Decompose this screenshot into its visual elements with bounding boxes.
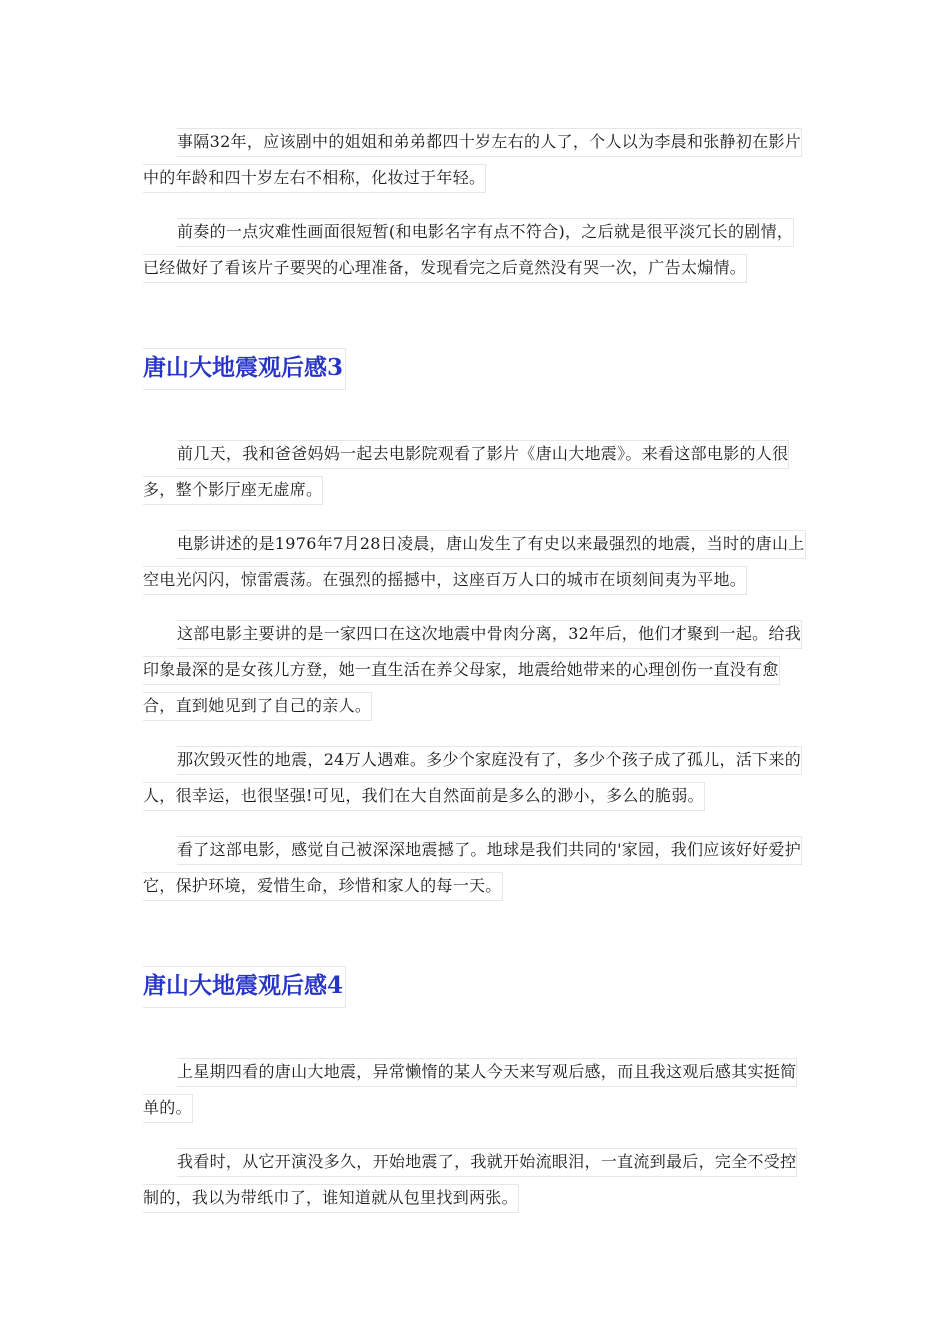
document-body — [143, 124, 807, 1234]
paragraph: 前奏的一点灾难性画面很短暂(和电影名字有点不符合)，之后就是很平淡冗长的剧情，已经做好了看该片子要哭的心理准备，发现看完之后竟然没有哭一次，广告太煽情。 — [143, 214, 807, 286]
paragraph: 这部电影主要讲的是一家四口在这次地震中骨肉分离，32年后，他们才聚到一起。给我印象最深的是女孩儿方登，她一直生活在养父母家，地震给她带来的心理创伤一直没有愈合，直到她见到了自己的亲人。 — [143, 616, 807, 724]
section-heading-4: 唐山大地震观后感4 — [143, 966, 346, 1008]
paragraph: 我看时，从它开演没多久，开始地震了，我就开始流眼泪，一直流到最后，完全不受控制的，我以为带纸巾了，谁知道就从包里找到两张。 — [143, 1144, 807, 1216]
paragraph: 那次毁灭性的地震，24万人遇难。多少个家庭没有了，多少个孩子成了孤儿，活下来的人，很幸运，也很坚强!可见，我们在大自然面前是多么的渺小，多么的脆弱。 — [143, 742, 807, 814]
paragraph: 看了这部电影，感觉自己被深深地震撼了。地球是我们共同的'家园，我们应该好好爱护它，保护环境，爱惜生命，珍惜和家人的每一天。 — [143, 832, 807, 904]
paragraph: 事隔32年，应该剧中的姐姐和弟弟都四十岁左右的人了，个人以为李晨和张静初在影片中的年龄和四十岁左右不相称，化妆过于年轻。 — [143, 124, 807, 196]
paragraph: 上星期四看的唐山大地震，异常懒惰的某人今天来写观后感，而且我这观后感其实挺简单的。 — [143, 1054, 807, 1126]
paragraph: 电影讲述的是1976年7月28日凌晨，唐山发生了有史以来最强烈的地震，当时的唐山上空电光闪闪，惊雷震荡。在强烈的摇撼中，这座百万人口的城市在顷刻间夷为平地。 — [143, 526, 807, 598]
section-heading-3: 唐山大地震观后感3 — [143, 348, 346, 390]
paragraph: 前几天，我和爸爸妈妈一起去电影院观看了影片《唐山大地震》。来看这部电影的人很多，整个影厅座无虚席。 — [143, 436, 807, 508]
